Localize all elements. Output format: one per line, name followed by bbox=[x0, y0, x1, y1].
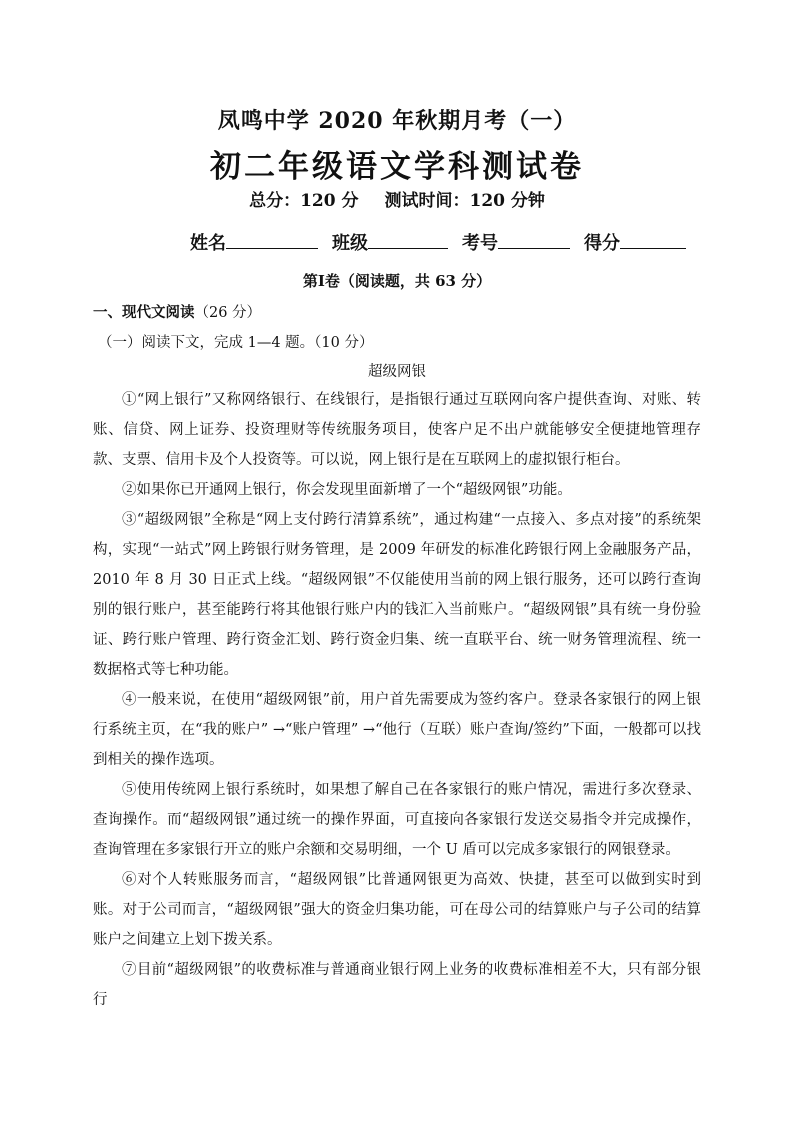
school-title: 凤鸣中学 2020 年秋期月考（一） bbox=[217, 108, 577, 134]
paragraph-5: ⑤使用传统网上银行系统时，如果想了解自己在各家银行的账户情况，需进行多次登录、查询操作。而“超级网银”通过统一的操作界面，可直接向各家银行发送交易指令并完成操作，查询管理在多家银行开立的账户余额和交易明细，一个 U 盾可以完成多家银行的网银登录。 bbox=[93, 782, 701, 858]
subsection-heading: （一）阅读下文，完成 1—4 题。（10 分） bbox=[98, 335, 374, 351]
total-score: 总分：120 分 bbox=[249, 191, 359, 211]
class-blank[interactable] bbox=[368, 230, 448, 249]
passage-body bbox=[93, 385, 701, 1015]
paragraph-7: ⑦目前“超级网银”的收费标准与普通商业银行网上业务的收费标准相差不大，只有部分银行 bbox=[93, 962, 701, 1008]
score-label: 得分 bbox=[584, 233, 620, 254]
number-blank[interactable] bbox=[498, 230, 570, 249]
exam-title: 初二年级语文学科测试卷 bbox=[210, 149, 584, 185]
paragraph-2: ②如果你已开通网上银行，你会发现里面新增了一个“超级网银”功能。 bbox=[122, 482, 572, 498]
paragraph-4: ④一般来说，在使用“超级网银”前，用户首先需要成为签约客户。登录各家银行的网上银行系统主页，在“我的账户” →“账户管理” →“他行（互联）账户查询/签约”下面，一般都可以找到相关的操作选项。 bbox=[93, 692, 701, 768]
number-label: 考号 bbox=[462, 233, 498, 254]
part-one-heading bbox=[93, 301, 261, 322]
section-title: 第Ⅰ卷（阅读题，共 63 分） bbox=[302, 272, 492, 290]
paragraph-1: ①“网上银行”又称网络银行、在线银行，是指银行通过互联网向客户提供查询、对账、转账、信贷、网上证券、投资理财等传统服务项目，使客户足不出户就能够安全便捷地管理存款、支票、信用卡及个人投资等。可以说，网上银行是在互联网上的虚拟银行柜台。 bbox=[93, 392, 701, 468]
paragraph-6: ⑥对个人转账服务而言，“超级网银”比普通网银更为高效、快捷，甚至可以做到实时到账。对于公司而言，“超级网银”强大的资金归集功能，可在母公司的结算账户与子公司的结算账户之间建立上划下拨关系。 bbox=[93, 872, 701, 948]
class-label: 班级 bbox=[332, 233, 368, 254]
paragraph-3: ③“超级网银”全称是“网上支付跨行清算系统”，通过构建“一点接入、多点对接”的系统架构，实现“一站式”网上跨银行财务管理，是 2009 年研发的标准化跨银行网上金融服务产品，2010 年 8 月 30 日正式上线。“超级网银”不仅能使用当前的网上银行服务，还可以跨行查询别的银行账户，甚至能跨行将其他银行账户内的钱汇入当前账户。“超级网银”具有统一身份验证、跨行账户管理、跨行资金汇划、跨行资金归集、统一直联平台、统一财务管理流程、统一数据格式等七种功能。 bbox=[93, 512, 701, 678]
part-one-points: （26 分） bbox=[194, 305, 262, 321]
part-one-title: 一、现代文阅读 bbox=[93, 304, 195, 321]
name-blank[interactable] bbox=[226, 230, 318, 249]
test-time: 测试时间：120 分钟 bbox=[384, 191, 545, 211]
student-info-line bbox=[190, 229, 710, 255]
passage-title: 超级网银 bbox=[368, 364, 426, 380]
name-label: 姓名 bbox=[190, 233, 226, 254]
score-time-line bbox=[0, 186, 794, 211]
score-blank[interactable] bbox=[620, 230, 686, 249]
